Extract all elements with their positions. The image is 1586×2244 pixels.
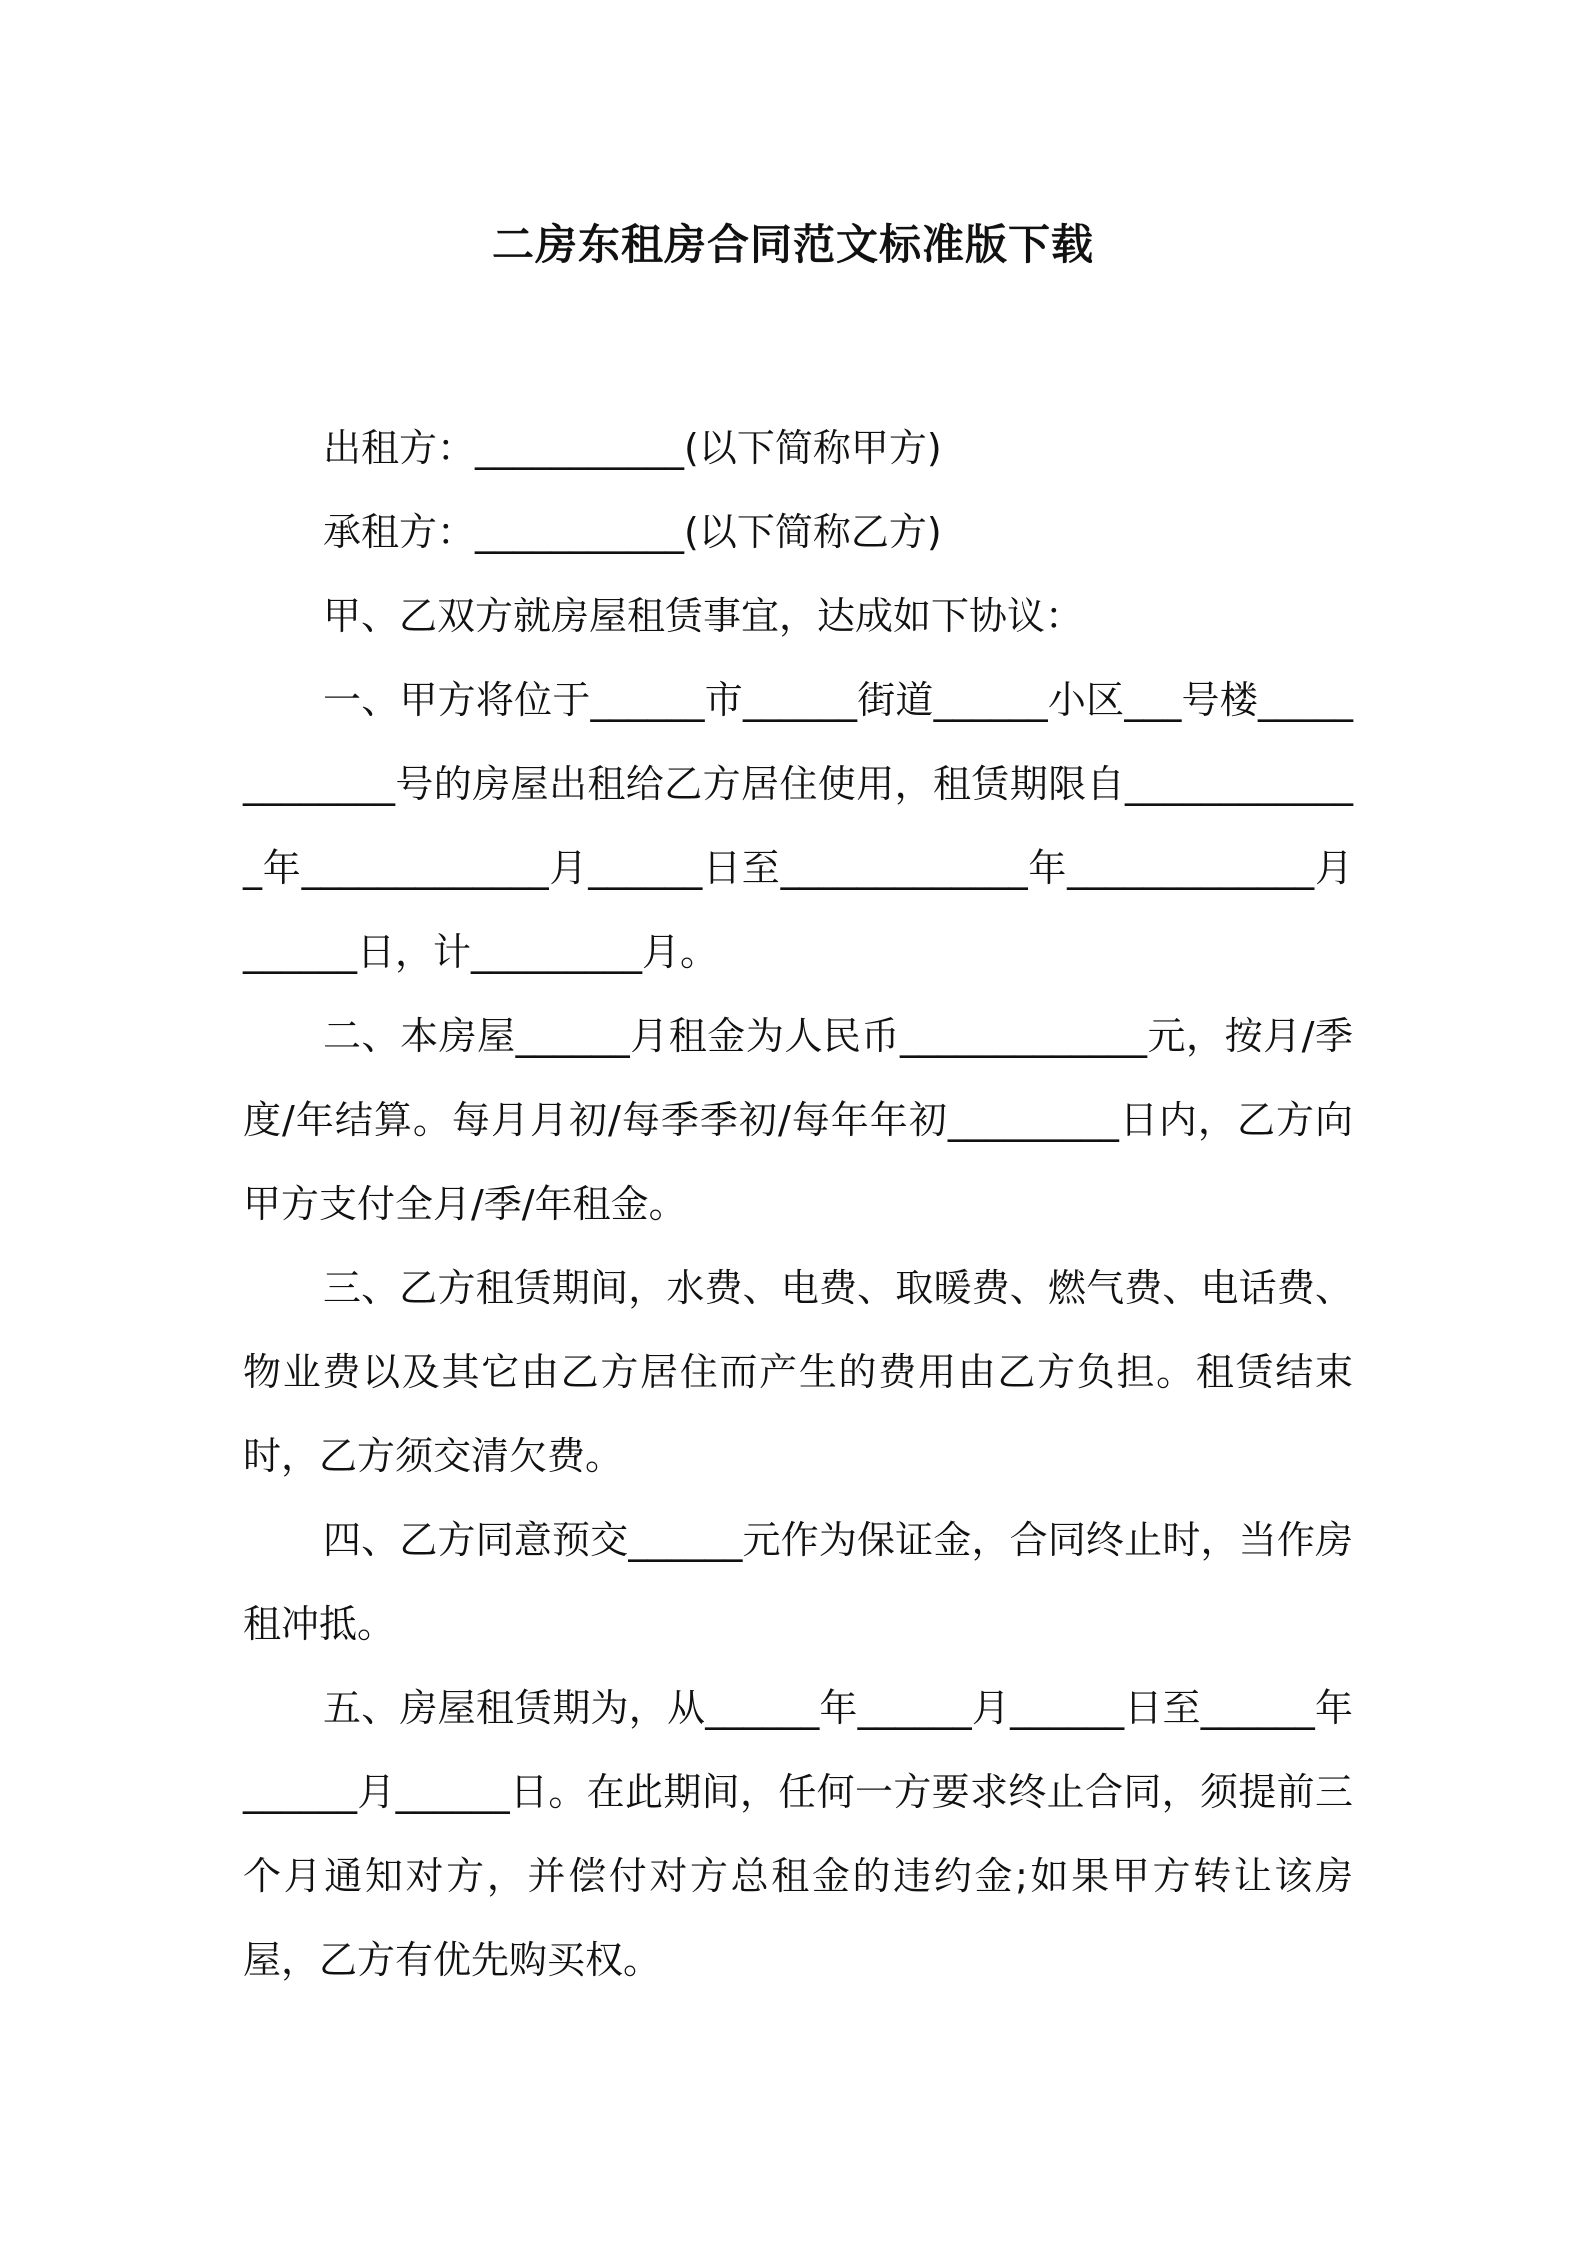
clause-4: 四、乙方同意预交______元作为保证金，合同终止时，当作房租冲抵。 (243, 1518, 1353, 1646)
clause-5: 五、房屋租赁期为，从______年______月______日至______年______月______日。在此期间，任何一方要求终止合同，须提前三个月通知对方，并偿付对方总租金的违约金;如果甲方转让该房屋，乙方有优先购买权。 (243, 1686, 1353, 1982)
agreement-intro: 甲、乙双方就房屋租赁事宜，达成如下协议： (323, 594, 1084, 638)
clause-1: 一、甲方将位于______市______街道______小区___号楼_____________号的房屋出租给乙方居住使用，租赁期限自_____________年_____________月______日至_____________年_____________月______日，计_________月。 (243, 678, 1353, 974)
lessee-line: 承租方：___________(以下简称乙方) (323, 510, 942, 554)
clause-2: 二、本房屋______月租金为人民币_____________元，按月/季度/年结算。每月月初/每季季初/每年年初_________日内，乙方向甲方支付全月/季/年租金。 (243, 1014, 1353, 1226)
lessor-line: 出租方：___________(以下简称甲方) (323, 426, 942, 470)
document-title: 二房东租房合同范文标准版下载 (491, 220, 1094, 269)
document-body (243, 406, 1353, 2002)
clause-3: 三、乙方租赁期间，水费、电费、取暖费、燃气费、电话费、物业费以及其它由乙方居住而产生的费用由乙方负担。租赁结束时，乙方须交清欠费。 (243, 1266, 1353, 1478)
